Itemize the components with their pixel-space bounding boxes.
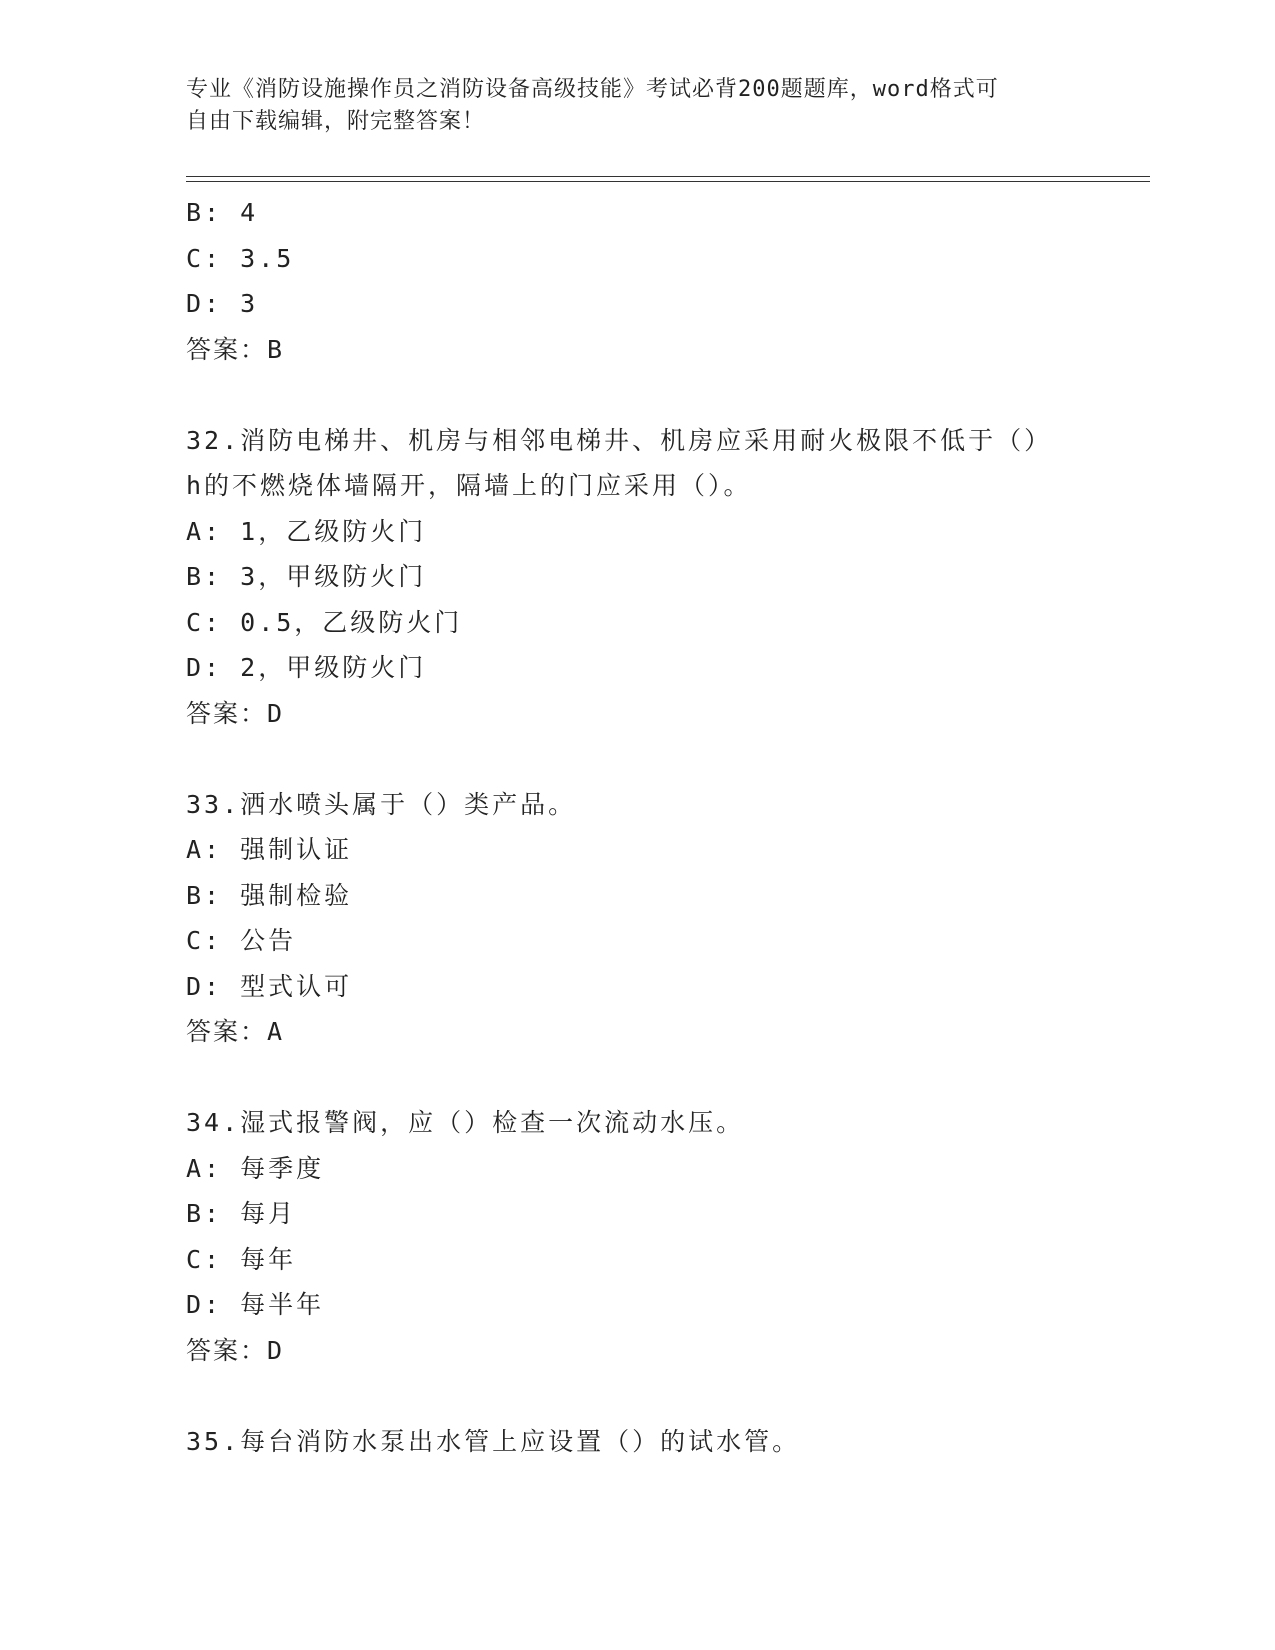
header-rule-bottom — [186, 181, 1150, 182]
spacer — [186, 1373, 1106, 1419]
answer-line: 答案：A — [186, 1017, 285, 1046]
question-35 — [186, 1419, 1106, 1465]
option-a: A: 1，乙级防火门 — [186, 516, 427, 546]
option-a: A: 每季度 — [186, 1153, 325, 1183]
question-31-continued — [186, 190, 1106, 372]
document-body — [186, 190, 1106, 1464]
header-title-line-2: 自由下载编辑，附完整答案！ — [186, 109, 486, 134]
answer-line: 答案：B — [186, 334, 285, 364]
option-d: D: 每半年 — [186, 1290, 325, 1319]
option-b: B: 每月 — [186, 1199, 297, 1228]
header-rule-top — [186, 176, 1150, 177]
option-d: D: 型式认可 — [186, 971, 353, 1001]
option-c: C: 每年 — [186, 1244, 297, 1274]
option-d: D: 3 — [186, 289, 259, 318]
answer-line: 答案：D — [186, 1335, 285, 1365]
answer-line: 答案：D — [186, 698, 285, 728]
spacer — [186, 372, 1106, 418]
option-c: C: 0.5，乙级防火门 — [186, 607, 463, 637]
option-c: C: 公告 — [186, 926, 297, 955]
spacer — [186, 736, 1106, 782]
option-c: C: 3.5 — [186, 243, 295, 273]
option-a: A: 强制认证 — [186, 835, 353, 864]
question-text-line-1: 35.每台消防水泵出水管上应设置（）的试水管。 — [186, 1426, 801, 1456]
question-32 — [186, 418, 1106, 737]
spacer — [186, 1055, 1106, 1101]
question-34 — [186, 1100, 1106, 1373]
question-text-line-1: 34.湿式报警阀，应（）检查一次流动水压。 — [186, 1108, 745, 1137]
document-header — [186, 74, 1066, 138]
option-b: B: 强制检验 — [186, 880, 353, 910]
question-text-line-1: 32.消防电梯井、机房与相邻电梯井、机房应采用耐火极限不低于（） — [186, 425, 1053, 455]
question-text-line-2: h的不燃烧体墙隔开，隔墙上的门应采用（）。 — [186, 471, 752, 500]
option-b: B: 3，甲级防火门 — [186, 562, 427, 591]
question-text-line-1: 33.洒水喷头属于（）类产品。 — [186, 789, 577, 819]
option-b: B: 4 — [186, 198, 259, 227]
option-d: D: 2，甲级防火门 — [186, 653, 427, 682]
question-33 — [186, 782, 1106, 1055]
header-title-line-1: 专业《消防设施操作员之消防设备高级技能》考试必背200题题库，word格式可 — [186, 77, 999, 102]
